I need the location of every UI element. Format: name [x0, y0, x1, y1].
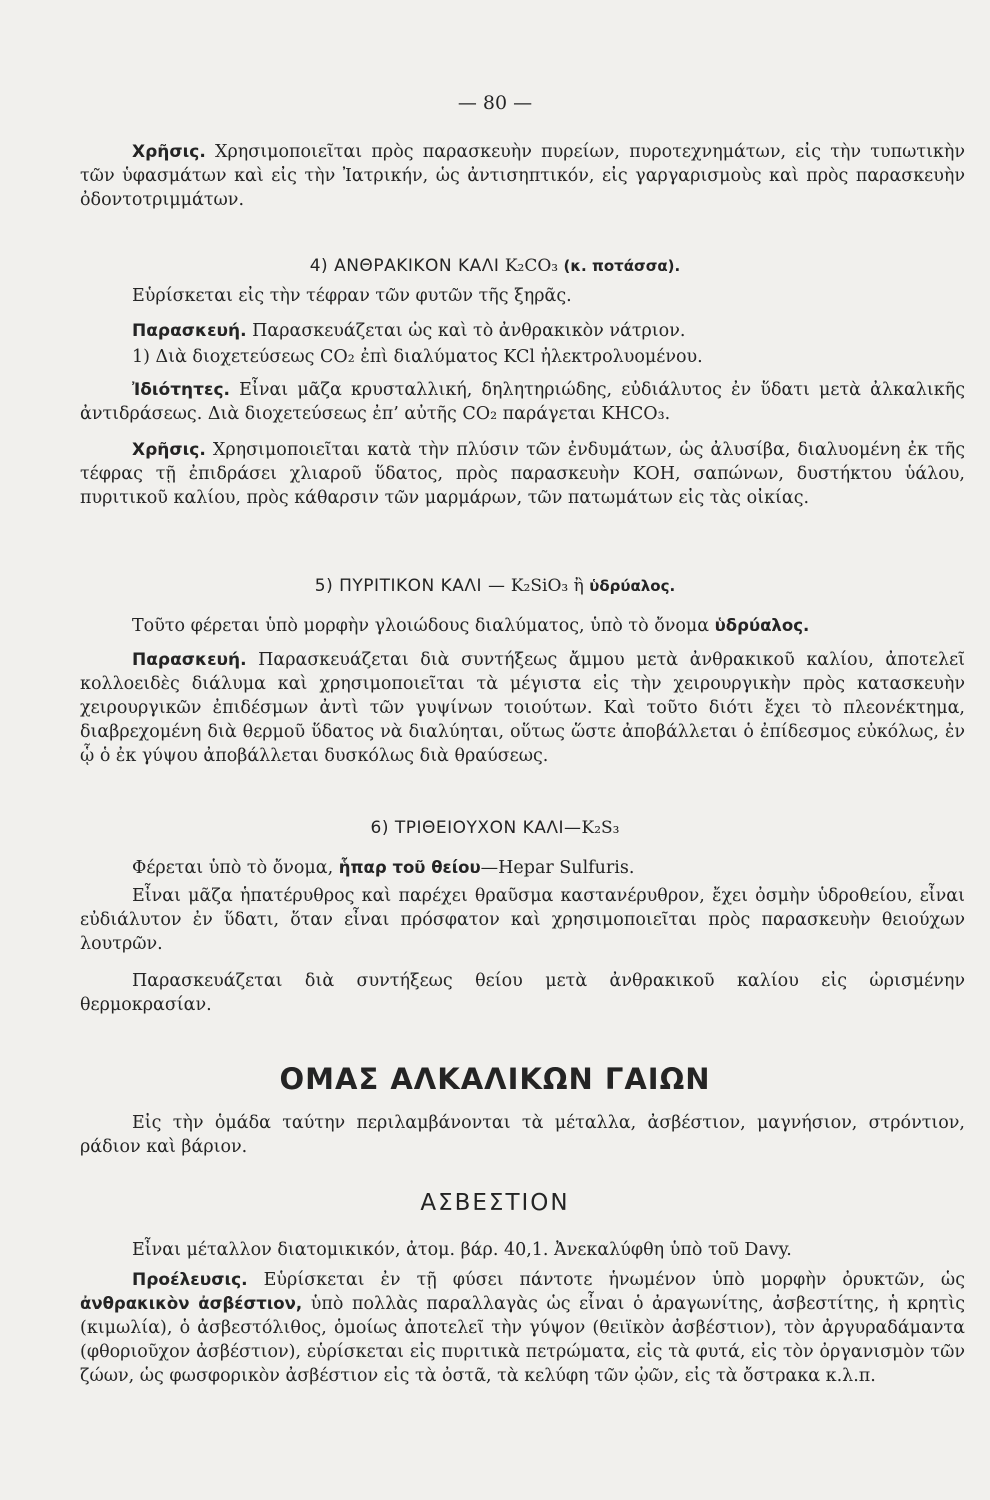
paragraph-text: Εἶναι μᾶζα κρυσταλλική, δηλητηριώδης, εὐδιάλυτος ἐν ὕδατι μετὰ ἀλκαλικῆς ἀντιδράσεως. Διὰ διοχετεύσεως ἐπ’ αὐτῆς CO₂ παράγεται KHCO₃. [80, 380, 965, 424]
section-label: Ἰδιότητες. [132, 380, 230, 400]
bold-term: ἀνθρακικὸν ἀσβέστιον, [80, 1294, 303, 1313]
heading-calcium: ΑΣΒΕΣΤΙΟΝ [420, 1190, 570, 1216]
bold-term: ἧπαρ τοῦ θείου [338, 858, 481, 877]
paragraph-text: Χρησιμοποιεῖται πρὸς παρασκευὴν πυρείων, πυροτεχνημάτων, εἰς τὴν τυπωτικὴν τῶν ὑφασμάτων καὶ εἰς τὴν Ἰατρικήν, ὡς ἀντισηπτικόν, εἰς γαργαρισμοὺς καὶ πρὸς παρασκευὴν ὀδοντοτριμμάτων. [80, 142, 965, 210]
paragraph-uses-1 [80, 140, 965, 212]
paragraph-tail: ὑπὸ πολλὰς παραλλαγὰς ὡς εἶναι ὁ ἀραγωνίτης, ἀσβεστίτης, ἡ κρητὶς (κιμωλία), ὁ ἀσβεστόλιθος, ὁμοίως ἀποτελεῖ τὴν γύψον (θειϊκὸν ἀσβέστιον), τὸν ἀργυραδάμαντα (φθοριοῦχον ἀσβέστιον), εὑρίσκεται εἰς πυριτικὰ πετρώματα, εἰς τὰ φυτά, εἰς τὸν ὀργανισμὸν τῶν ζώων, ὡς φωσφορικὸν ἀσβέστιον εἰς τὰ ὀστᾶ, τὰ κελύφη τῶν ᾠῶν, εἰς τὰ ὄστρακα κ.λ.π. [80, 1294, 965, 1386]
paragraph-calcium-intro: Εἶναι μέταλλον διατομικικόν, ἀτομ. βάρ. 40,1. Ἀνεκαλύφθη ὑπὸ τοῦ Davy. [132, 1240, 792, 1260]
heading-formula: K₂SiO₃ ἢ [510, 576, 584, 596]
paragraph-method-1: 1) Διὰ διοχετεύσεως CO₂ ἐπὶ διαλύματος KCl ἠλεκτρολυομένου. [132, 347, 703, 367]
page-number: — 80 — [457, 92, 533, 114]
bold-term: ὑδρύαλος. [714, 616, 810, 635]
heading-potassium-silicate [0, 576, 990, 596]
section-label: Χρῆσις. [132, 142, 206, 162]
section-label: Παρασκευή. [132, 321, 247, 341]
heading-title: 5) ΠΥΡΙΤΙΚΟΝ ΚΑΛΙ — [314, 576, 506, 596]
paragraph-text: Παρασκευάζεται ὡς καὶ τὸ ἀνθρακικὸν νάτριον. [246, 321, 686, 341]
paragraph-origin [80, 1268, 965, 1388]
paragraph-occurrence: Εὑρίσκεται εἰς τὴν τέφραν τῶν φυτῶν τῆς ξηρᾶς. [132, 286, 572, 306]
heading-title: 6) ΤΡΙΘΕΙΟΥΧΟΝ ΚΑΛΙ— [370, 818, 582, 838]
section-label: Προέλευσις. [132, 1270, 248, 1290]
paragraph-text: Φέρεται ὑπὸ τὸ ὄνομα, [132, 858, 339, 878]
paragraph-hepar-sulfuris [80, 856, 965, 880]
paragraph-water-glass [80, 614, 965, 638]
section-label: Χρῆσις. [132, 440, 206, 460]
heading-title: 4) ΑΝΘΡΑΚΙΚΟΝ ΚΑΛΙ [309, 256, 500, 276]
paragraph-group-members: Εἰς τὴν ὁμάδα ταύτην περιλαμβάνονται τὰ μέταλλα, ἀσβέστιον, μαγνήσιον, στρόντιον, ράδιον καὶ βάριον. [80, 1113, 965, 1157]
paragraph-text: Παρασκευάζεται διὰ συντήξεως ἄμμου μετὰ ἀνθρακικοῦ καλίου, ἀποτελεῖ κολλοειδὲς διάλυμα καὶ χρησιμοποιεῖται τὰ μέγιστα εἰς τὴν χειρουργικὴν πρὸς κατασκευὴν χειρουργικῶν ἐπιδέσμων ἀντὶ τῶν γυψίνων τοιούτων. Καὶ τοῦτο διότι ἔχει τὸ πλεονέκτημα, διαβρεχομένη διὰ θερμοῦ ὕδατος νὰ διαλύηται, οὕτως ὥστε ἀποβάλλεται ὁ ἐπίδεσμος εὐκόλως, ἐν ᾧ ὁ ἐκ γύψου ἀποβάλλεται δυσκόλως διὰ θραύσεως. [80, 650, 965, 766]
heading-formula: K₂CO₃ [504, 256, 559, 276]
heading-potassium-carbonate [0, 256, 990, 276]
paragraph-tail: —Hepar Sulfuris. [480, 858, 635, 878]
paragraph-preparation-1 [80, 319, 965, 343]
section-label: Παρασκευή. [132, 650, 247, 670]
paragraph-text: Χρησιμοποιεῖται κατὰ τὴν πλύσιν τῶν ἐνδυμάτων, ὡς ἀλυσίβα, διαλυομένη ἐκ τῆς τέφρας τῇ ἐπιδράσει χλιαροῦ ὕδατος, πρὸς παρασκευὴν KOH, σαπώνων, δυστήκτου ὑάλου, πυριτικοῦ καλίου, πρὸς κάθαρσιν τῶν μαρμάρων, τῶν πατωμάτων εἰς τὰς οἰκίας. [80, 440, 965, 508]
heading-note: ὑδρύαλος. [589, 577, 676, 595]
paragraph-preparation-2 [80, 648, 965, 768]
paragraph-uses-2 [80, 438, 965, 510]
paragraph-preparation-3: Παρασκευάζεται διὰ συντήξεως θείου μετὰ ἀνθρακικοῦ καλίου εἰς ὡρισμένην θερμοκρασίαν. [80, 971, 965, 1015]
heading-potassium-trisulfide [0, 818, 990, 838]
paragraph-properties-2: Εἶναι μᾶζα ἡπατέρυθρος καὶ παρέχει θραῦσμα καστανέρυθρον, ἔχει ὀσμὴν ὑδροθείου, εἶναι εὐδιάλυτον ἐν ὕδατι, ὅταν εἶναι πρόσφατον καὶ χρησιμοποιεῖται πρὸς παρασκευὴν θειούχων λουτρῶν. [80, 886, 965, 954]
heading-formula: K₂S₃ [581, 818, 620, 838]
heading-alkaline-earths: ΟΜΑΣ ΑΛΚΑΛΙΚΩΝ ΓΑΙΩΝ [279, 1062, 711, 1096]
heading-note: (κ. ποτάσσα). [563, 257, 681, 275]
paragraph-properties-1 [80, 378, 965, 426]
paragraph-text: Εὑρίσκεται ἐν τῇ φύσει πάντοτε ἡνωμένον ὑπὸ μορφὴν ὀρυκτῶν, ὡς [247, 1270, 965, 1290]
paragraph-text: Τοῦτο φέρεται ὑπὸ μορφὴν γλοιώδους διαλύματος, ὑπὸ τὸ ὄνομα [132, 616, 715, 636]
